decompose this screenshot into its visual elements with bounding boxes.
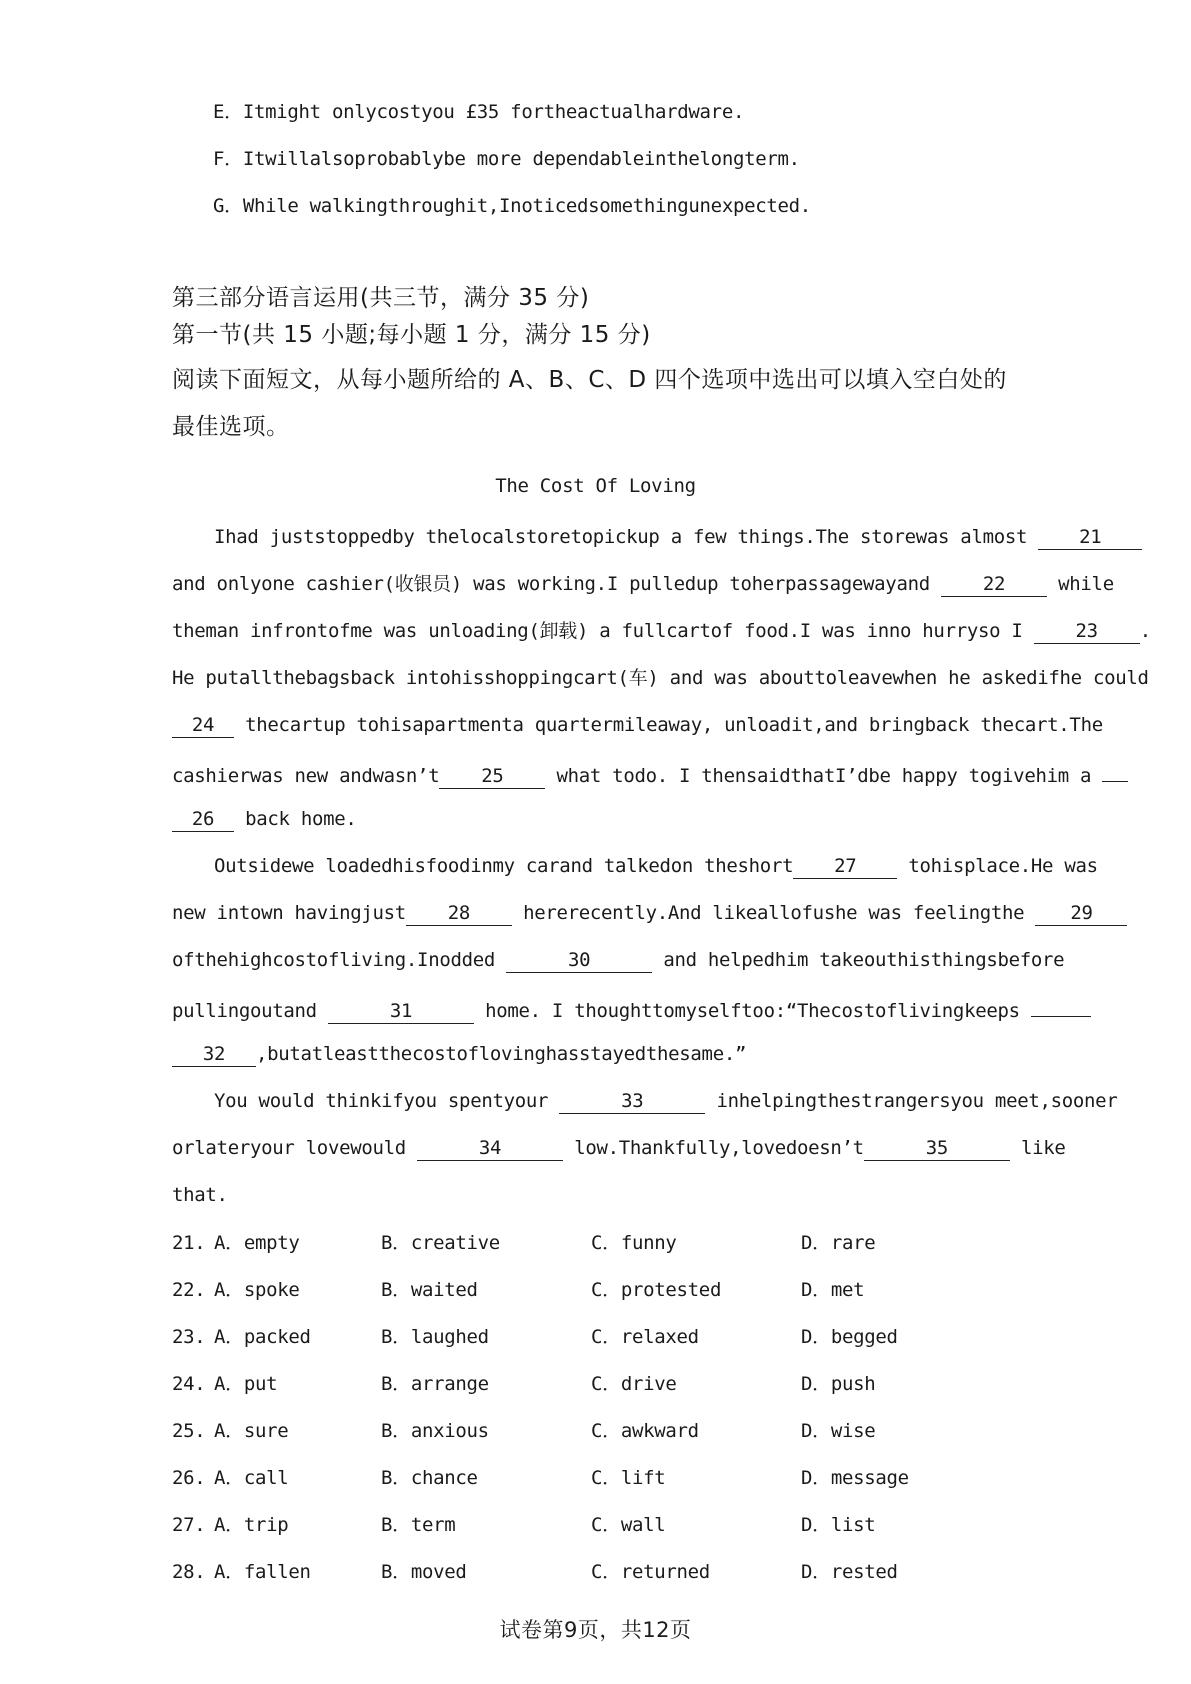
blank-25: 25 xyxy=(439,764,545,789)
option-c: C．funny xyxy=(591,1232,677,1254)
blank-28: 28 xyxy=(406,901,512,926)
option-a: A．trip xyxy=(214,1514,289,1536)
passage-text: You would thinkifyou spentyour xyxy=(214,1090,549,1112)
passage-text: that. xyxy=(172,1184,228,1206)
instruction-line-2: 最佳选项。 xyxy=(172,414,290,440)
passage-text: ofthehighcostofliving.Inodded xyxy=(172,949,496,971)
blank-33: 33 xyxy=(559,1089,705,1114)
passage-line xyxy=(172,898,1093,945)
passage-text: like xyxy=(1020,1137,1066,1159)
option-a: A．packed xyxy=(214,1326,311,1348)
passage-text: inhelpingthestrangersyou meet,sooner xyxy=(716,1090,1118,1112)
option-a: A．sure xyxy=(214,1420,289,1442)
option-a: A．put xyxy=(214,1373,278,1395)
option-a: A．call xyxy=(214,1467,289,1489)
option-b: B．moved xyxy=(381,1561,467,1583)
question-number: 24. xyxy=(172,1373,206,1395)
passage-text: tohisplace.He was xyxy=(908,855,1098,877)
option-b: B．anxious xyxy=(381,1420,489,1442)
option-d: D．rested xyxy=(801,1561,898,1583)
option-d: D．rare xyxy=(801,1232,876,1254)
option-a: A．empty xyxy=(214,1232,300,1254)
question-row xyxy=(172,1510,961,1557)
question-row xyxy=(172,1463,961,1510)
question-row xyxy=(172,1322,961,1369)
option-c: C．drive xyxy=(591,1373,677,1395)
instruction-line-1: 阅读下面短文，从每小题所给的 A、B、C、D 四个选项中选出可以填入空白处的 xyxy=(172,367,1007,393)
passage-line xyxy=(172,569,1114,616)
option-d: D．begged xyxy=(801,1326,898,1348)
option-a: A．fallen xyxy=(214,1561,311,1583)
passage-line xyxy=(172,1133,1066,1180)
instruction xyxy=(172,357,1007,451)
question-number: 26. xyxy=(172,1467,206,1489)
question-number: 25. xyxy=(172,1420,206,1442)
passage-text: orlateryour lovewould xyxy=(172,1137,406,1159)
question-number: 27. xyxy=(172,1514,206,1536)
passage-line xyxy=(172,945,1065,992)
passage-text: Outsidewe loadedhisfoodinmy carand talkedon theshort xyxy=(214,855,794,877)
passage-text: cashierwas new andwasn’t xyxy=(172,765,440,787)
passage-text: . xyxy=(1139,620,1151,642)
passage-text: pullingoutand xyxy=(172,1000,317,1022)
section-header xyxy=(172,283,1007,451)
option-d: D．met xyxy=(801,1279,865,1301)
passage-line xyxy=(172,1086,1118,1133)
passage-text: hererecently.And likeallofushe was feelingthe xyxy=(523,902,1025,924)
blank-27: 27 xyxy=(793,854,897,879)
option-b: B．arrange xyxy=(381,1373,489,1395)
passage-body xyxy=(172,522,1151,1227)
blank-32-start xyxy=(1031,992,1091,1017)
question-number: 21. xyxy=(172,1232,206,1254)
blank-23: 23 xyxy=(1034,619,1140,644)
option-b: B．laughed xyxy=(381,1326,489,1348)
question-number: 22. xyxy=(172,1279,206,1301)
option-d: D．wise xyxy=(801,1420,876,1442)
option-b: B．creative xyxy=(381,1232,500,1254)
option-d: D．list xyxy=(801,1514,876,1536)
passage-text: and onlyone cashier(收银员) was working.I pulledup toherpassagewayand xyxy=(172,573,930,595)
passage-title: The Cost Of Loving xyxy=(495,475,696,497)
passage-line xyxy=(172,1180,1032,1227)
passage-line xyxy=(172,992,1032,1039)
option-b: B．chance xyxy=(381,1467,478,1489)
passage-text: what todo. I thensaidthatI’dbe happy togivehim a xyxy=(556,765,1092,787)
option-e: E．Itmight onlycostyou £35 fortheactualhardware. xyxy=(213,101,745,123)
blank-32: 32 xyxy=(172,1042,256,1067)
question-row xyxy=(172,1416,961,1463)
passage-line xyxy=(172,522,1102,569)
blank-22: 22 xyxy=(941,572,1047,597)
blank-26: 26 xyxy=(172,807,234,832)
passage-line xyxy=(172,851,1098,898)
blank-34: 34 xyxy=(417,1136,563,1161)
passage-line xyxy=(172,757,1092,804)
question-number: 23. xyxy=(172,1326,206,1348)
passage-text: ,butatleastthecostoflovinghasstayedthesame.” xyxy=(256,1043,747,1065)
blank-24: 24 xyxy=(172,713,234,738)
passage-line xyxy=(172,1039,1032,1086)
option-c: C．awkward xyxy=(591,1420,699,1442)
option-b: B．waited xyxy=(381,1279,478,1301)
question-row xyxy=(172,1369,961,1416)
option-g: G．While walkingthroughit,Inoticedsomethingunexpected. xyxy=(213,195,811,217)
option-c: C．relaxed xyxy=(591,1326,699,1348)
question-options xyxy=(172,1228,961,1604)
question-number: 28. xyxy=(172,1561,206,1583)
passage-text: new intown havingjust xyxy=(172,902,406,924)
option-d: D．push xyxy=(801,1373,876,1395)
blank-31: 31 xyxy=(328,999,474,1024)
passage-text: He putallthebagsback intohisshoppingcart(车) and was abouttoleavewhen he askedifhe could xyxy=(172,667,1149,689)
option-d: D．message xyxy=(801,1467,909,1489)
passage-text: Ihad juststoppedby thelocalstoretopickup a few things.The storewas almost xyxy=(214,526,1028,548)
passage-text: low.Thankfully,lovedoesn’t xyxy=(574,1137,864,1159)
passage-text: back home. xyxy=(245,808,357,830)
blank-26-start xyxy=(1102,757,1128,782)
passage-text: while xyxy=(1058,573,1114,595)
option-b: B．term xyxy=(381,1514,456,1536)
option-c: C．wall xyxy=(591,1514,666,1536)
question-row xyxy=(172,1275,961,1322)
blank-30: 30 xyxy=(506,948,652,973)
blank-21: 21 xyxy=(1038,525,1142,550)
blank-35: 35 xyxy=(864,1136,1010,1161)
passage-line xyxy=(172,616,1151,663)
option-c: C．protested xyxy=(591,1279,722,1301)
part-title: 第三部分语言运用(共三节，满分 35 分) xyxy=(172,285,590,311)
passage-line xyxy=(172,663,1149,710)
option-c: C．lift xyxy=(591,1467,666,1489)
previous-options-list xyxy=(213,97,811,238)
passage-text: thecartup tohisapartmenta quartermileaway, unloadit,and bringback thecart.The xyxy=(245,714,1103,736)
option-a: A．spoke xyxy=(214,1279,300,1301)
option-c: C．returned xyxy=(591,1561,710,1583)
passage-text: theman infrontofme was unloading(卸载) a fullcartof food.I was inno hurryso I xyxy=(172,620,1023,642)
passage-line xyxy=(172,804,1032,851)
question-row xyxy=(172,1557,961,1604)
passage-text: and helpedhim takeouthisthingsbefore xyxy=(663,949,1065,971)
question-row xyxy=(172,1228,961,1275)
option-f: F．Itwillalsoprobablybe more dependableinthelongterm. xyxy=(213,148,800,170)
blank-29: 29 xyxy=(1035,901,1127,926)
section-title: 第一节(共 15 小题;每小题 1 分，满分 15 分) xyxy=(172,322,651,348)
passage-line xyxy=(172,710,1103,757)
passage-text: home. I thoughttomyselftoo:“Thecostoflivingkeeps xyxy=(485,1000,1020,1022)
page-footer: 试卷第9页，共12页 xyxy=(499,1618,692,1642)
